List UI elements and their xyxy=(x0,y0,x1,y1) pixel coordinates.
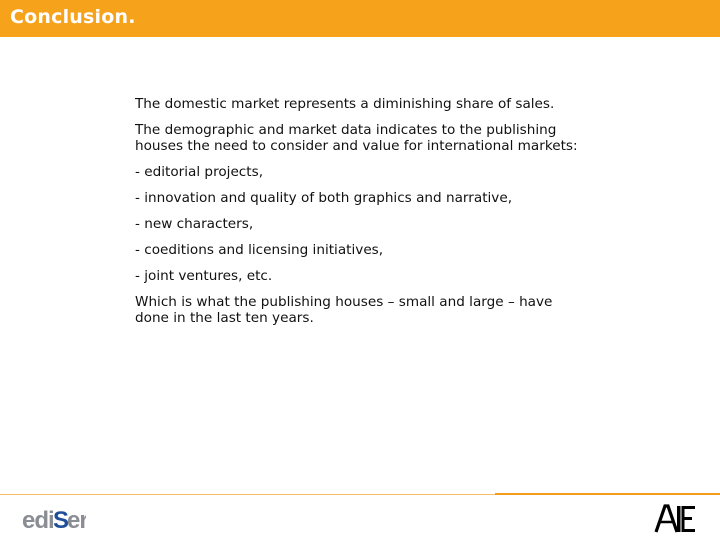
svg-text:er: er xyxy=(67,507,86,533)
aie-logo xyxy=(654,502,698,540)
paragraph-2: The demographic and market data indicates to the publishing houses the need to consider and value for international markets: xyxy=(135,122,578,154)
ediser-logo xyxy=(22,505,86,537)
bullet-new-characters: - new characters, xyxy=(135,216,254,232)
slide-title: Conclusion. xyxy=(10,6,136,28)
bullet-editorial-projects: - editorial projects, xyxy=(135,164,264,180)
bullet-innovation-quality: - innovation and quality of both graphics and narrative, xyxy=(135,190,513,206)
bullet-joint-ventures: - joint ventures, etc. xyxy=(135,268,273,284)
slide-body xyxy=(135,96,580,336)
title-bar xyxy=(0,0,720,37)
footer-accent-line xyxy=(495,493,720,495)
paragraph-closing: Which is what the publishing houses – small and large – have done in the last ten years. xyxy=(135,294,553,326)
svg-text:S: S xyxy=(53,507,70,533)
bullet-coeditions-licensing: - coeditions and licensing initiatives, xyxy=(135,242,384,258)
paragraph-1: The domestic market represents a diminishing share of sales. xyxy=(135,96,555,112)
svg-text:edi: edi xyxy=(22,507,54,533)
